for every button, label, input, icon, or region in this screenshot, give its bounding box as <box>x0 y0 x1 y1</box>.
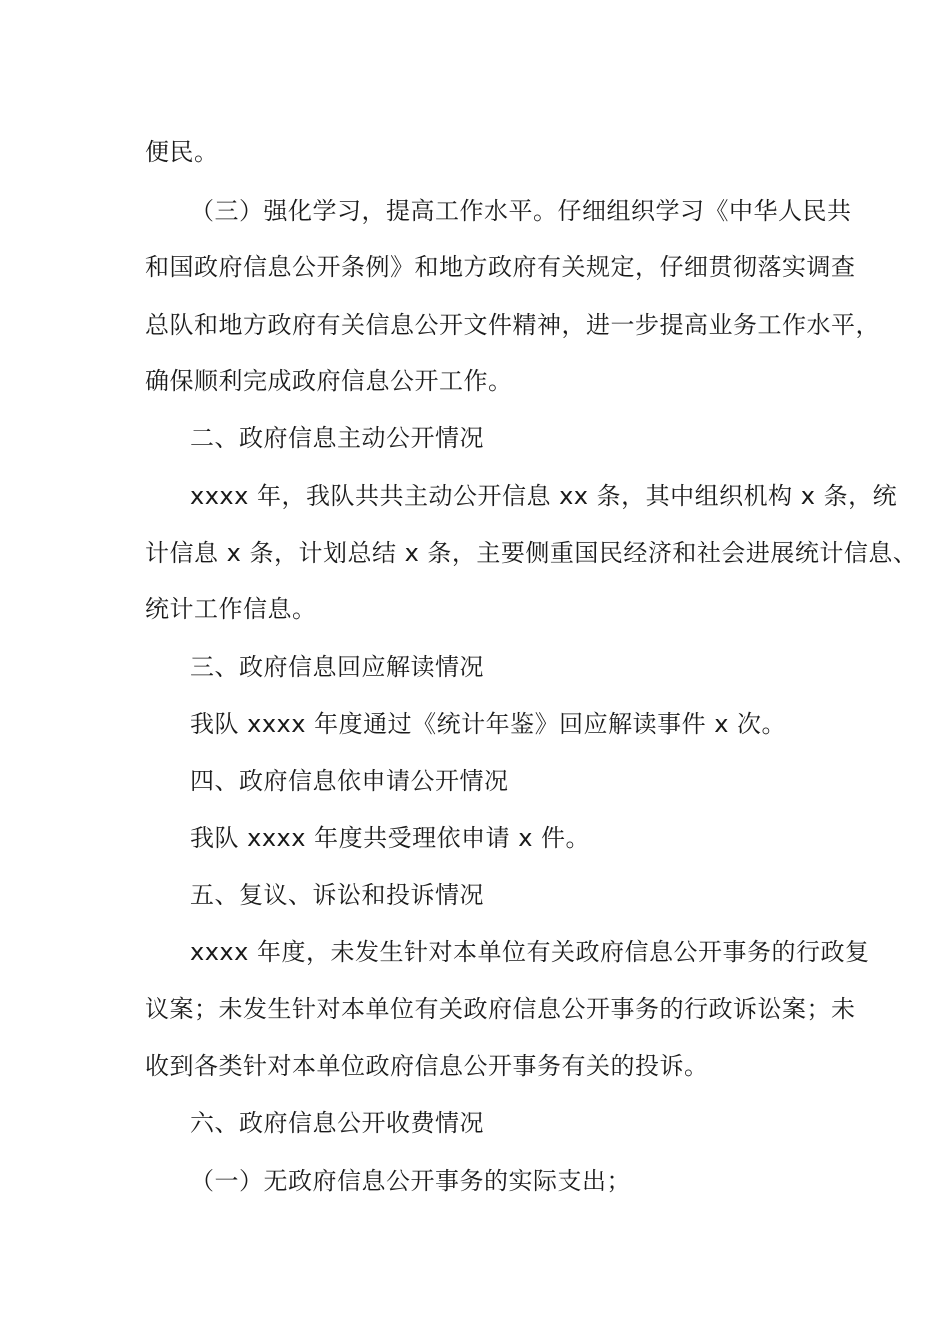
section-heading: 五、复议、诉讼和投诉情况 <box>190 881 484 909</box>
text-line: 总队和地方政府有关信息公开文件精神，进一步提高业务工作水平， <box>145 311 880 339</box>
text-line: xxxx 年度，未发生针对本单位有关政府信息公开事务的行政复 <box>190 938 870 966</box>
text-line: 统计工作信息。 <box>145 595 317 623</box>
text-line: 和国政府信息公开条例》和地方政府有关规定，仔细贯彻落实调查 <box>145 253 856 281</box>
text-line: 我队 xxxx 年度通过《统计年鉴》回应解读事件 x 次。 <box>190 710 787 738</box>
section-heading: 二、政府信息主动公开情况 <box>190 424 484 452</box>
section-subheading: （一）无政府信息公开事务的实际支出； <box>190 1167 631 1195</box>
section-heading: 四、政府信息依申请公开情况 <box>190 767 509 795</box>
text-line: 确保顺利完成政府信息公开工作。 <box>145 367 513 395</box>
text-line: 计信息 x 条，计划总结 x 条，主要侧重国民经济和社会进展统计信息、 <box>145 539 918 567</box>
text-line: xxxx 年，我队共共主动公开信息 xx 条，其中组织机构 x 条，统 <box>190 482 898 510</box>
text-line: 收到各类针对本单位政府信息公开事务有关的投诉。 <box>145 1052 709 1080</box>
text-line: 便民。 <box>145 138 219 166</box>
section-heading: 六、政府信息公开收费情况 <box>190 1109 484 1137</box>
section-subheading: （三）强化学习，提高工作水平。仔细组织学习《中华人民共 <box>190 197 852 225</box>
section-heading: 三、政府信息回应解读情况 <box>190 653 484 681</box>
text-line: 议案；未发生针对本单位有关政府信息公开事务的行政诉讼案；未 <box>145 995 856 1023</box>
text-line: 我队 xxxx 年度共受理依申请 x 件。 <box>190 824 591 852</box>
